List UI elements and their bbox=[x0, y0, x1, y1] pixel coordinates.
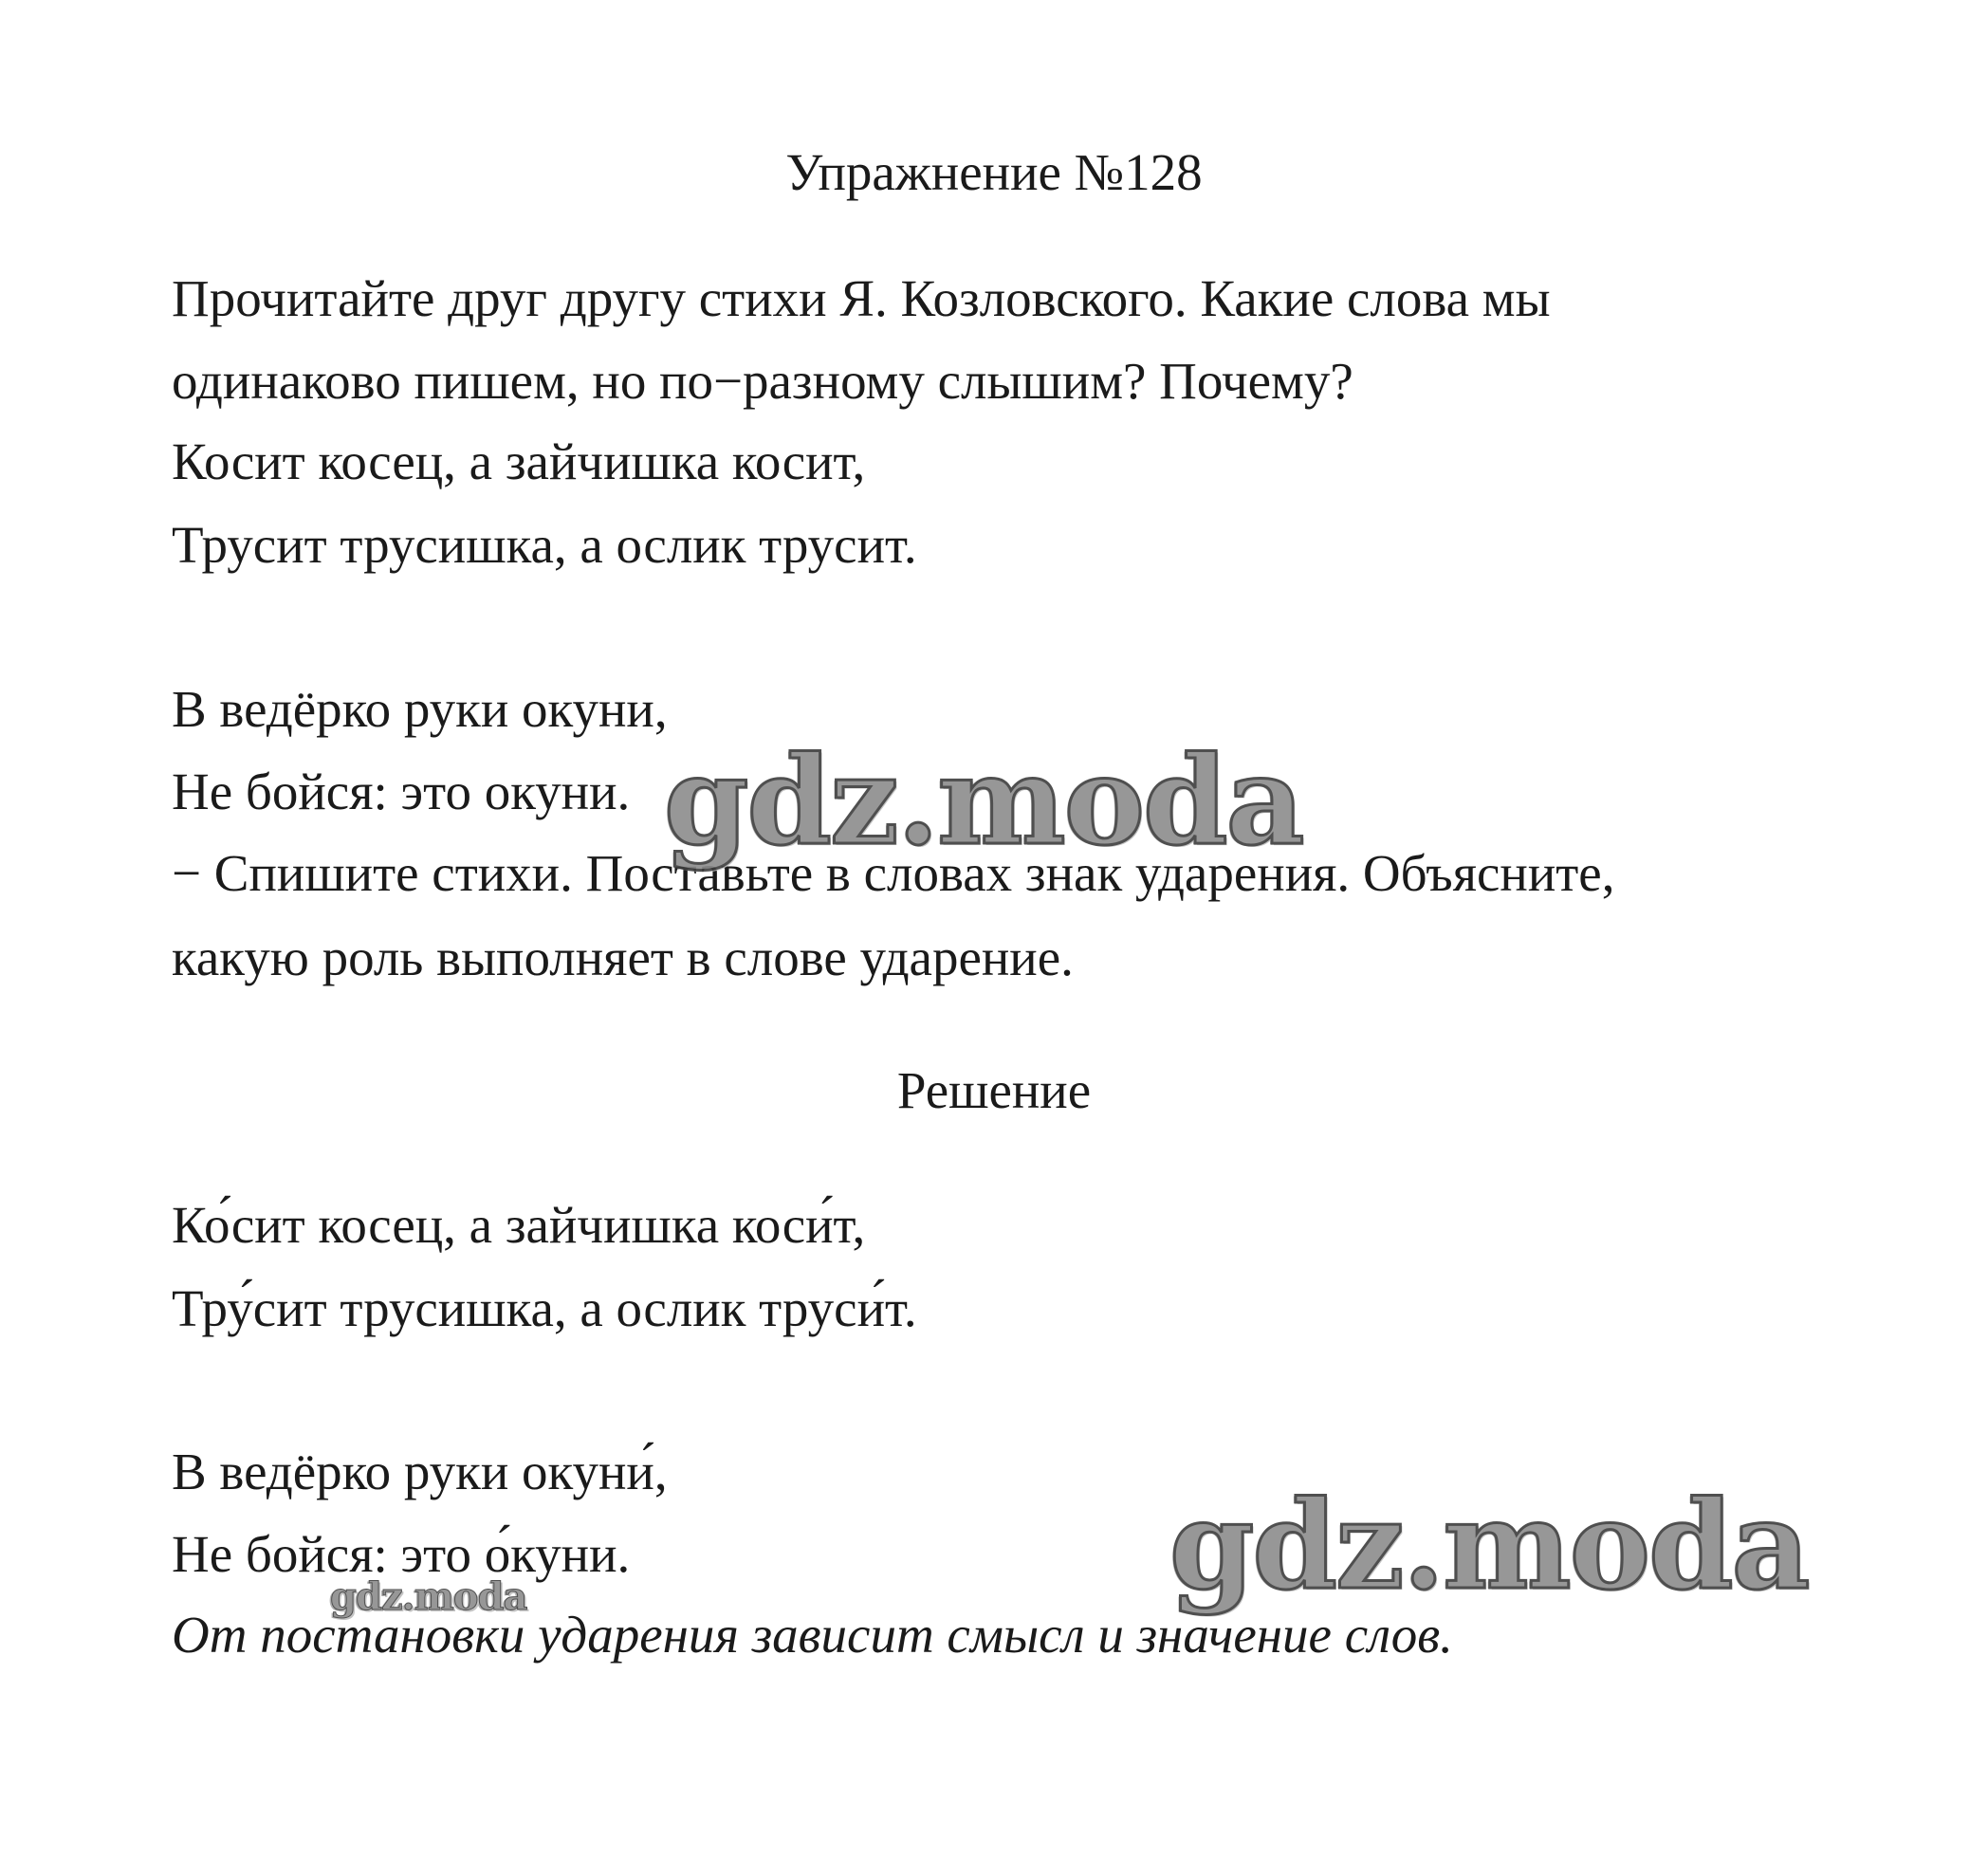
solution-line-2: Тру́сит трусишка, а ослик труси́т. bbox=[172, 1279, 917, 1337]
poem-line-3: В ведёрко руки окуни, bbox=[172, 680, 668, 738]
conclusion-text: От постановки ударения зависит смысл и значение слов. bbox=[172, 1606, 1453, 1664]
poem-line-4: Не бойся: это окуни. bbox=[172, 763, 631, 820]
solution-line-3: В ведёрко руки окуни́, bbox=[172, 1443, 668, 1500]
watermark-large-top: gdz.moda bbox=[664, 730, 1303, 873]
task-line-2: одинаково пишем, но по−разному слышим? Почему? bbox=[172, 352, 1353, 410]
exercise-title: Упражнение №128 bbox=[785, 143, 1203, 201]
solution-line-1: Ко́сит косец, а зайчишка коси́т, bbox=[172, 1196, 866, 1254]
poem-line-2: Трусит трусишка, а ослик трусит. bbox=[172, 516, 917, 574]
watermark-large-bottom: gdz.moda bbox=[1169, 1475, 1809, 1617]
task-instruction-line-2: какую роль выполняет в слове ударение. bbox=[172, 929, 1074, 986]
task-instruction-line-1: − Спишите стихи. Поставьте в словах знак ударения. Объясните, bbox=[172, 844, 1615, 902]
solution-heading: Решение bbox=[896, 1061, 1092, 1119]
solution-line-4: Не бойся: это о́куни. bbox=[172, 1525, 631, 1583]
poem-line-1: Косит косец, а зайчишка косит, bbox=[172, 432, 866, 490]
task-line-1: Прочитайте друг другу стихи Я. Козловского. Какие слова мы bbox=[172, 269, 1551, 327]
watermark-small: gdz.moda bbox=[330, 1574, 527, 1619]
